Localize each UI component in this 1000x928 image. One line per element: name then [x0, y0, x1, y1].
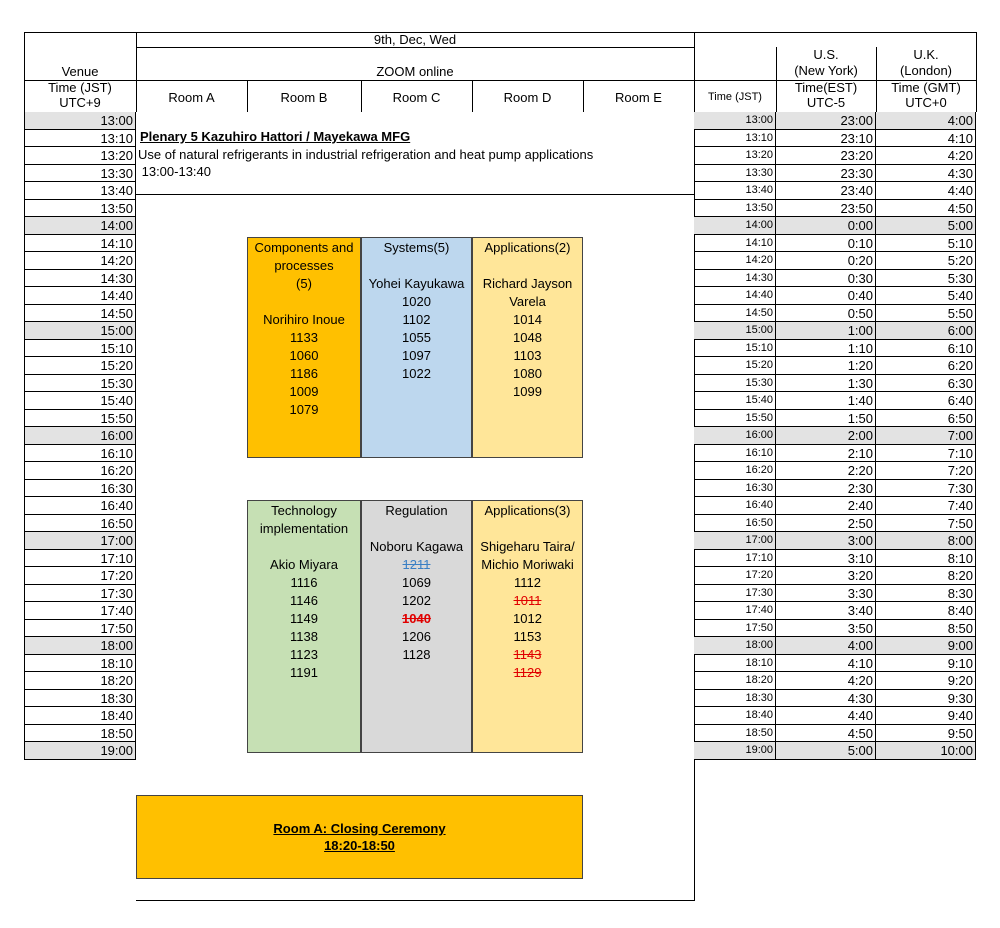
time-jst-cell: 14:50: [24, 305, 136, 323]
time-est-cell: 23:30: [776, 165, 876, 183]
paper-id: 1014: [513, 312, 542, 327]
cancelled-paper-id: 1143: [513, 647, 542, 662]
uk-time-label: Time (GMT): [891, 80, 961, 95]
time-jst-cell: 17:10: [24, 550, 136, 568]
time-jst-right-cell: 19:00: [694, 742, 776, 760]
time-jst-right-cell: 16:10: [694, 445, 776, 463]
time-gmt-cell: 8:40: [876, 602, 976, 620]
time-jst-cell: 19:00: [24, 742, 136, 760]
venue-name: ZOOM online: [376, 64, 454, 79]
plenary-box: [136, 112, 694, 195]
session-components-processes: [247, 237, 361, 458]
time-gmt-cell: 10:00: [876, 742, 976, 760]
time-jst-cell: 16:50: [24, 515, 136, 533]
time-est-cell: 2:00: [776, 427, 876, 445]
time-jst-cell: 16:30: [24, 480, 136, 498]
time-est-cell: 4:30: [776, 690, 876, 708]
time-jst-cell: 13:30: [24, 165, 136, 183]
time-jst-cell: 16:00: [24, 427, 136, 445]
time-est-cell: 3:50: [776, 620, 876, 638]
time-gmt-cell: 9:20: [876, 672, 976, 690]
time-jst-right-cell: 14:30: [694, 270, 776, 288]
time-gmt-cell: 9:10: [876, 655, 976, 673]
time-jst-cell: 13:20: [24, 147, 136, 165]
paper-id: 1206: [402, 629, 431, 644]
time-jst-cell: 17:00: [24, 532, 136, 550]
time-est-cell: 0:40: [776, 287, 876, 305]
time-est-cell: 3:20: [776, 567, 876, 585]
paper-id: 1112: [514, 575, 541, 590]
time-jst-header: [24, 80, 136, 112]
time-jst-cell: 16:40: [24, 497, 136, 515]
time-gmt-cell: 4:40: [876, 182, 976, 200]
time-jst-cell: 13:40: [24, 182, 136, 200]
paper-id: 1012: [513, 611, 542, 626]
right-time-jst-header: Time (JST): [708, 91, 762, 103]
time-jst-right-cell: 18:00: [694, 637, 776, 655]
time-jst-right-cell: 16:40: [694, 497, 776, 515]
time-jst-right-cell: 13:10: [694, 130, 776, 148]
time-jst-cell: 18:50: [24, 725, 136, 743]
time-jst-right-cell: 14:00: [694, 217, 776, 235]
time-gmt-cell: 5:00: [876, 217, 976, 235]
uk-city: (London): [899, 63, 953, 78]
time-jst-cell: 18:40: [24, 707, 136, 725]
session-chair: Noboru Kagawa: [369, 539, 464, 554]
session-title: Applications(3): [484, 503, 571, 518]
session-title: Applications(2): [484, 240, 571, 255]
time-jst-right-cell: 18:30: [694, 690, 776, 708]
paper-id: 1020: [402, 294, 431, 309]
time-gmt-cell: 6:00: [876, 322, 976, 340]
time-est-cell: 3:40: [776, 602, 876, 620]
time-est-cell: 1:00: [776, 322, 876, 340]
closing-ceremony-box: [136, 795, 583, 879]
time-jst-right-cell: 18:10: [694, 655, 776, 673]
time-est-cell: 1:50: [776, 410, 876, 428]
session-title: Regulation: [385, 503, 448, 518]
time-est-cell: 23:50: [776, 200, 876, 218]
time-jst-cell: 13:10: [24, 130, 136, 148]
paper-id: 1103: [513, 348, 542, 363]
paper-id: 1146: [290, 593, 318, 608]
time-est-cell: 23:00: [776, 112, 876, 130]
room-d-header: Room D: [503, 90, 552, 105]
time-gmt-cell: 6:40: [876, 392, 976, 410]
paper-id: 1097: [402, 348, 431, 363]
time-jst-cell: 16:20: [24, 462, 136, 480]
time-est-cell: 1:10: [776, 340, 876, 358]
session-regulation: [361, 500, 472, 753]
time-est-cell: 23:10: [776, 130, 876, 148]
paper-id: 1202: [402, 593, 431, 608]
time-gmt-cell: 7:40: [876, 497, 976, 515]
session-title: Technology: [271, 503, 337, 518]
paper-id: 1186: [290, 366, 318, 381]
time-jst-cell: 14:10: [24, 235, 136, 253]
session-systems: [361, 237, 472, 458]
paper-id: 1102: [402, 312, 431, 327]
paper-id: 1133: [290, 330, 318, 345]
session-chair: Yohei Kayukawa: [368, 276, 465, 291]
session-technology-implementation: [247, 500, 361, 753]
time-est-cell: 4:50: [776, 725, 876, 743]
time-jst-right-cell: 18:20: [694, 672, 776, 690]
time-gmt-cell: 8:30: [876, 585, 976, 603]
time-jst-right-cell: 15:00: [694, 322, 776, 340]
date-label: 9th, Dec, Wed: [373, 32, 457, 47]
time-est-cell: 5:00: [776, 742, 876, 760]
time-est-cell: 0:10: [776, 235, 876, 253]
time-gmt-cell: 4:10: [876, 130, 976, 148]
paper-id: 1009: [289, 384, 319, 399]
time-gmt-cell: 6:10: [876, 340, 976, 358]
time-gmt-cell: 8:10: [876, 550, 976, 568]
paper-id: 1138: [290, 629, 318, 644]
time-est-cell: 0:50: [776, 305, 876, 323]
time-jst-cell: 16:10: [24, 445, 136, 463]
venue-label: Venue: [61, 64, 99, 79]
time-gmt-cell: 7:00: [876, 427, 976, 445]
time-est-cell: 2:40: [776, 497, 876, 515]
time-jst-right-cell: 16:30: [694, 480, 776, 498]
time-est-cell: 4:00: [776, 637, 876, 655]
time-est-cell: 0:30: [776, 270, 876, 288]
time-est-cell: 23:20: [776, 147, 876, 165]
session-chair: Akio Miyara: [270, 557, 338, 572]
time-gmt-cell: 7:50: [876, 515, 976, 533]
plenary-subtitle: Use of natural refrigerants in industrial refrigeration and heat pump applications: [138, 147, 594, 162]
time-jst-cell: 18:30: [24, 690, 136, 708]
session-chair: Michio Moriwaki: [481, 557, 574, 572]
time-est-cell: 0:00: [776, 217, 876, 235]
time-jst-cell: 15:30: [24, 375, 136, 393]
cancelled-paper-id: 1040: [402, 611, 431, 626]
session-title: Components and: [254, 240, 354, 255]
time-jst-cell: 14:40: [24, 287, 136, 305]
time-gmt-cell: 8:00: [876, 532, 976, 550]
us-time-label: Time(EST): [794, 80, 858, 95]
uk-label: U.K.: [913, 47, 939, 62]
paper-id: 1079: [289, 402, 319, 417]
time-gmt-cell: 7:10: [876, 445, 976, 463]
time-jst-cell: 13:50: [24, 200, 136, 218]
time-jst-right-cell: 13:50: [694, 200, 776, 218]
time-jst-right-cell: 14:20: [694, 252, 776, 270]
time-gmt-cell: 4:30: [876, 165, 976, 183]
time-gmt-cell: 5:30: [876, 270, 976, 288]
time-jst-right-cell: 17:40: [694, 602, 776, 620]
time-jst-right-cell: 14:50: [694, 305, 776, 323]
time-gmt-cell: 6:20: [876, 357, 976, 375]
time-jst-cell: 13:00: [24, 112, 136, 130]
session-title: (5): [296, 276, 312, 291]
paper-id: 1060: [289, 348, 319, 363]
time-gmt-cell: 5:10: [876, 235, 976, 253]
time-jst-right-cell: 16:00: [694, 427, 776, 445]
time-jst-label: Time (JST): [48, 80, 112, 95]
paper-id: 1080: [513, 366, 542, 381]
cancelled-paper-id: 1129: [513, 665, 542, 680]
time-gmt-cell: 5:50: [876, 305, 976, 323]
time-jst-right-cell: 15:50: [694, 410, 776, 428]
time-est-cell: 2:20: [776, 462, 876, 480]
time-est-cell: 2:30: [776, 480, 876, 498]
time-jst-right-cell: 15:20: [694, 357, 776, 375]
time-gmt-cell: 7:30: [876, 480, 976, 498]
cancelled-paper-id: 1211: [402, 557, 431, 572]
paper-id: 1048: [513, 330, 542, 345]
time-gmt-cell: 5:40: [876, 287, 976, 305]
time-gmt-cell: 4:20: [876, 147, 976, 165]
time-gmt-cell: 9:50: [876, 725, 976, 743]
time-gmt-cell: 4:50: [876, 200, 976, 218]
time-jst-cell: 18:00: [24, 637, 136, 655]
paper-id: 1128: [402, 647, 431, 662]
paper-id: 1022: [402, 366, 431, 381]
time-est-cell: 4:10: [776, 655, 876, 673]
room-b-header: Room B: [280, 90, 328, 105]
time-jst-right-cell: 17:00: [694, 532, 776, 550]
time-jst-cell: 17:40: [24, 602, 136, 620]
time-est-cell: 1:40: [776, 392, 876, 410]
time-jst-right-cell: 13:20: [694, 147, 776, 165]
room-a-header: Room A: [168, 90, 215, 105]
time-est-cell: 2:10: [776, 445, 876, 463]
session-chair: Varela: [509, 294, 546, 309]
time-jst-right-cell: 14:10: [694, 235, 776, 253]
time-est-cell: 1:20: [776, 357, 876, 375]
room-c-header: Room C: [392, 90, 441, 105]
time-gmt-cell: 6:30: [876, 375, 976, 393]
time-gmt-cell: 6:50: [876, 410, 976, 428]
time-jst-utc: UTC+9: [59, 95, 101, 110]
paper-id: 1123: [290, 647, 318, 662]
time-est-cell: 2:50: [776, 515, 876, 533]
us-label: U.S.: [813, 47, 839, 62]
paper-id: 1099: [513, 384, 542, 399]
session-title: Systems(5): [383, 240, 450, 255]
time-jst-cell: 17:50: [24, 620, 136, 638]
time-gmt-cell: 4:00: [876, 112, 976, 130]
time-jst-cell: 17:20: [24, 567, 136, 585]
time-jst-cell: 15:40: [24, 392, 136, 410]
time-jst-cell: 14:20: [24, 252, 136, 270]
time-jst-cell: 14:30: [24, 270, 136, 288]
time-gmt-cell: 9:30: [876, 690, 976, 708]
time-est-cell: 0:20: [776, 252, 876, 270]
time-est-cell: 3:30: [776, 585, 876, 603]
time-jst-cell: 18:20: [24, 672, 136, 690]
session-title: processes: [274, 258, 334, 273]
paper-id: 1055: [402, 330, 431, 345]
time-est-cell: 1:30: [776, 375, 876, 393]
uk-utc: UTC+0: [905, 95, 947, 110]
time-jst-cell: 14:00: [24, 217, 136, 235]
time-est-cell: 23:40: [776, 182, 876, 200]
time-jst-cell: 15:10: [24, 340, 136, 358]
time-jst-right-cell: 18:40: [694, 707, 776, 725]
session-applications-2: [472, 237, 583, 458]
time-gmt-cell: 8:50: [876, 620, 976, 638]
us-city: (New York): [794, 63, 858, 78]
time-jst-cell: 18:10: [24, 655, 136, 673]
time-gmt-cell: 7:20: [876, 462, 976, 480]
session-applications-3: [472, 500, 583, 753]
session-chair: Richard Jayson: [482, 276, 573, 291]
session-chair: Norihiro Inoue: [263, 312, 345, 327]
paper-id: 1153: [513, 629, 542, 644]
time-est-cell: 4:20: [776, 672, 876, 690]
time-gmt-cell: 9:00: [876, 637, 976, 655]
time-jst-right-cell: 13:40: [694, 182, 776, 200]
time-jst-right-cell: 17:50: [694, 620, 776, 638]
session-title: implementation: [259, 521, 349, 536]
paper-id: 1191: [290, 665, 318, 680]
time-jst-right-cell: 15:30: [694, 375, 776, 393]
uk-time-header: [876, 80, 976, 112]
time-jst-right-cell: 17:10: [694, 550, 776, 568]
closing-title: Room A: Closing Ceremony: [273, 821, 446, 836]
time-jst-right-cell: 16:20: [694, 462, 776, 480]
paper-id: 1069: [402, 575, 431, 590]
time-jst-right-cell: 14:40: [694, 287, 776, 305]
session-chair: Shigeharu Taira/: [480, 539, 575, 554]
time-jst-right-cell: 17:20: [694, 567, 776, 585]
time-jst-cell: 15:50: [24, 410, 136, 428]
time-jst-right-cell: 18:50: [694, 725, 776, 743]
cancelled-paper-id: 1011: [513, 593, 542, 608]
time-est-cell: 3:00: [776, 532, 876, 550]
time-gmt-cell: 9:40: [876, 707, 976, 725]
paper-id: 1149: [290, 611, 318, 626]
time-jst-right-cell: 17:30: [694, 585, 776, 603]
time-jst-cell: 15:20: [24, 357, 136, 375]
time-jst-cell: 15:00: [24, 322, 136, 340]
time-jst-right-cell: 13:00: [694, 112, 776, 130]
closing-time: 18:20-18:50: [324, 838, 395, 853]
time-gmt-cell: 5:20: [876, 252, 976, 270]
time-jst-right-cell: 15:40: [694, 392, 776, 410]
time-est-cell: 4:40: [776, 707, 876, 725]
us-time-header: [776, 80, 876, 112]
room-e-header: Room E: [615, 90, 662, 105]
us-utc: UTC-5: [806, 95, 846, 110]
paper-id: 1116: [290, 575, 318, 590]
plenary-title: Plenary 5 Kazuhiro Hattori / Mayekawa MFG: [140, 129, 411, 144]
time-est-cell: 3:10: [776, 550, 876, 568]
time-jst-right-cell: 13:30: [694, 165, 776, 183]
time-jst-right-cell: 15:10: [694, 340, 776, 358]
plenary-time: 13:00-13:40: [138, 164, 212, 179]
time-jst-right-cell: 16:50: [694, 515, 776, 533]
time-jst-cell: 17:30: [24, 585, 136, 603]
time-gmt-cell: 8:20: [876, 567, 976, 585]
